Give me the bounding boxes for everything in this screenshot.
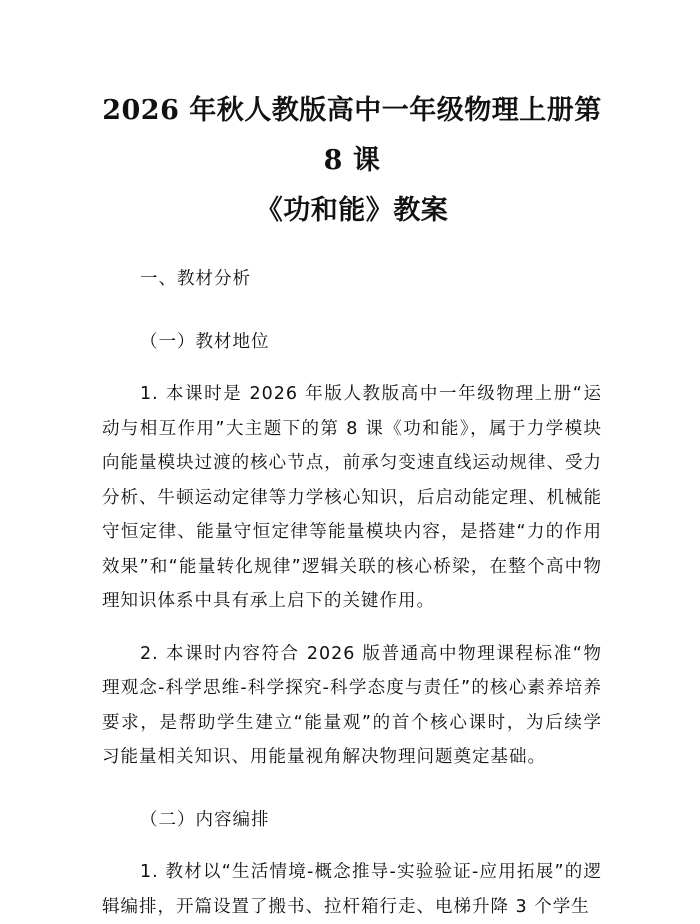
document-title [102, 86, 602, 236]
title-line-1: 2026 年秋人教版高中一年级物理上册第 8 课 [102, 95, 602, 176]
paragraph-2: 2. 本课时内容符合 2026 版普通高中物理课程标准“物理观念-科学思维-科学探究-科学态度与责任”的核心素养培养要求，是帮助学生建立“能量观”的首个核心课时，为后续学习能量相关知识、用能量视角解决物理问题奠定基础。 [102, 643, 602, 767]
paragraph-1: 1. 本课时是 2026 年版人教版高中一年级物理上册“运动与相互作用”大主题下的第 8 课《功和能》，属于力学模块向能量模块过渡的核心节点，前承匀变速直线运动规律、受力分析、牛顿运动定律等力学核心知识，后启动能定理、机械能守恒定律、能量守恒定律等能量模块内容，是搭建“力的作用效果”和“能量转化规律”逻辑关联的核心桥梁，在整个高中物理知识体系中具有承上启下的关键作用。 [102, 384, 602, 611]
section-heading-textbook-analysis: 一、教材分析 [140, 269, 251, 289]
paragraph-3: 1. 教材以“生活情境-概念推导-实验验证-应用拓展”的逻辑编排，开篇设置了搬书、拉杆箱行走、电梯升降 3 个学生 [102, 862, 602, 917]
subsection-heading-content-arrangement: （二）内容编排 [140, 809, 270, 830]
subsection-heading-textbook-position: （一）教材地位 [140, 331, 270, 352]
title-line-2: 《功和能》教案 [255, 195, 449, 226]
